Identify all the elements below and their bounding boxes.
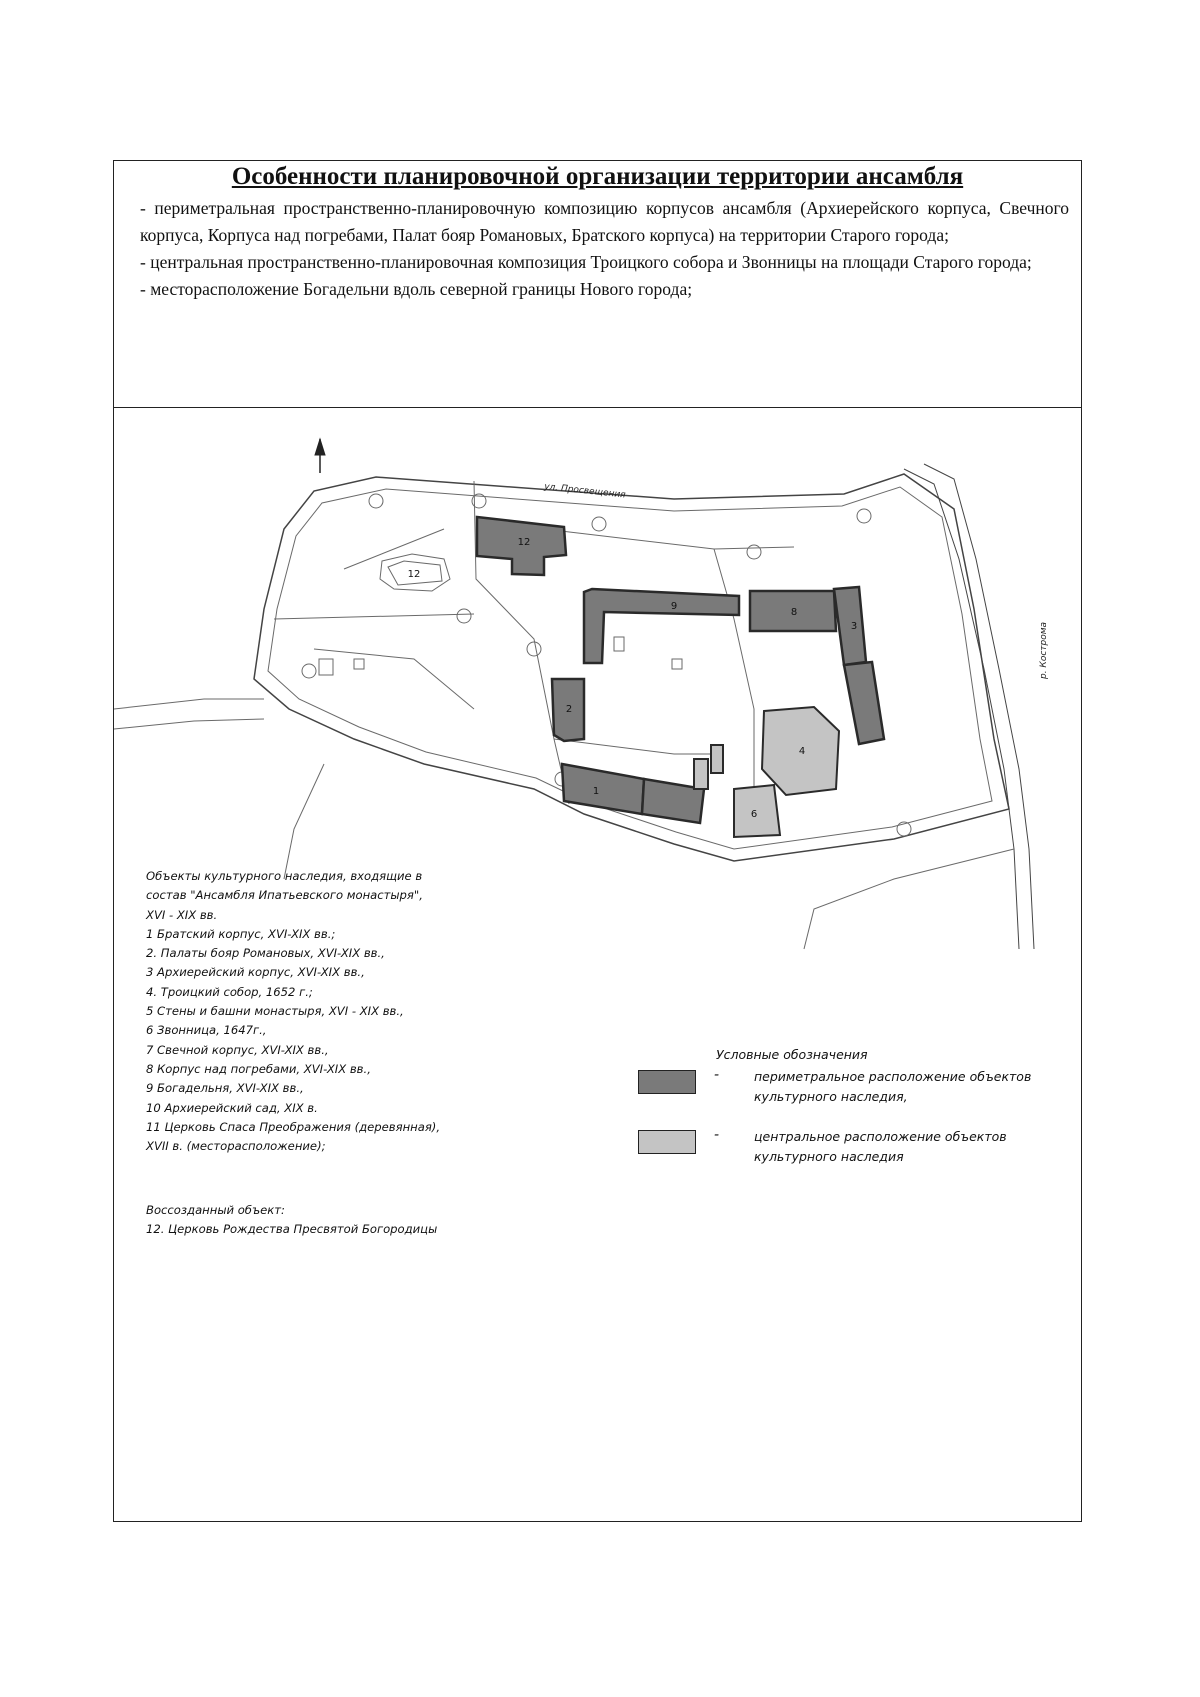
object-item: 1 Братский корпус, XVI-XIX вв.; bbox=[146, 926, 336, 941]
feature-item: - периметральная пространственно-планировочную композицию корпусов ансамбля (Архиерейского корпуса, Свечного корпуса, Корпуса над погребами, Палат бояр Романовых, Братского корпуса) на территории Старого города; bbox=[140, 198, 1069, 245]
object-item: 9 Богадельня, XVI-XIX вв., bbox=[146, 1081, 304, 1096]
building-1-bratskiy-a bbox=[562, 764, 644, 814]
object-item: 3 Архиерейский корпус, XVI-XIX вв., bbox=[146, 965, 365, 980]
feature-item: - месторасположение Богадельни вдоль северной границы Нового города; bbox=[140, 279, 693, 299]
objects-heading: Объекты культурного наследия, входящие в bbox=[146, 869, 423, 883]
north-arrow-icon bbox=[315, 439, 325, 473]
object-item: 8 Корпус над погребами, XVI-XIX вв., bbox=[146, 1061, 371, 1076]
features-list bbox=[140, 195, 1069, 303]
object-item: 10 Архиерейский сад, XIX в. bbox=[146, 1100, 318, 1115]
legend-text: центральное расположение объектов культурного наследия bbox=[754, 1129, 1007, 1164]
object-item: 11 Церковь Спаса Преображения (деревянная), bbox=[146, 1119, 441, 1134]
building-number: 2 bbox=[565, 704, 573, 715]
page-title: Особенности планировочной организации территории ансамбля bbox=[231, 163, 964, 190]
legend-item-perimeter bbox=[638, 1067, 1038, 1107]
object-item: 5 Стены и башни монастыря, XVI - XIX вв., bbox=[146, 1004, 404, 1019]
building-number: 12 bbox=[517, 537, 531, 548]
object-item: XVII в. (месторасположение); bbox=[146, 1139, 326, 1154]
building-number: 12 bbox=[407, 569, 421, 580]
building-number: 3 bbox=[850, 621, 858, 632]
recreated-object bbox=[146, 1201, 437, 1240]
heritage-objects-list bbox=[146, 867, 440, 1156]
features-section bbox=[114, 161, 1081, 408]
building-small-a bbox=[711, 745, 723, 773]
building-number: 6 bbox=[750, 809, 758, 820]
objects-heading: состав "Ансамбля Ипатьевского монастыря", bbox=[146, 888, 423, 903]
building-number: 9 bbox=[670, 601, 678, 612]
recreated-heading: Воссозданный объект: bbox=[146, 1203, 285, 1217]
object-item: 6 Звонница, 1647г., bbox=[146, 1023, 267, 1038]
building-3-arkhiereyskiy-b bbox=[844, 662, 884, 744]
feature-item: - центральная пространственно-планировочная композиция Троицкого собора и Звонницы на площади Старого города; bbox=[140, 252, 1032, 272]
object-item: 2. Палаты бояр Романовых, XVI-XIX вв., bbox=[146, 946, 385, 961]
objects-heading: XVI - XIX вв. bbox=[146, 907, 218, 922]
legend-dash: - bbox=[714, 1127, 720, 1143]
river-label: р. Кострома bbox=[1039, 621, 1049, 679]
map-section bbox=[114, 409, 1081, 1521]
legend-swatch-central bbox=[638, 1130, 696, 1154]
street-label: ул. Просвещения bbox=[543, 482, 627, 501]
legend-dash: - bbox=[714, 1067, 720, 1083]
document-frame bbox=[113, 160, 1082, 1522]
object-item: 4. Троицкий собор, 1652 г.; bbox=[146, 984, 313, 999]
building-number: 4 bbox=[798, 746, 806, 757]
building-number: 8 bbox=[790, 607, 798, 618]
object-item: 7 Свечной корпус, XVI-XIX вв., bbox=[146, 1042, 329, 1057]
legend-text: периметральное расположение объектов культурного наследия, bbox=[754, 1069, 1032, 1104]
legend-title: Условные обозначения bbox=[716, 1047, 868, 1062]
building-number: 1 bbox=[592, 786, 600, 797]
recreated-item: 12. Церковь Рождества Пресвятой Богородицы bbox=[146, 1222, 438, 1237]
building-8-korpus-nad-pogrebami bbox=[584, 589, 739, 663]
building-small-b bbox=[694, 759, 708, 789]
legend-item-central bbox=[638, 1127, 1038, 1167]
legend-swatch-perimeter bbox=[638, 1070, 696, 1094]
